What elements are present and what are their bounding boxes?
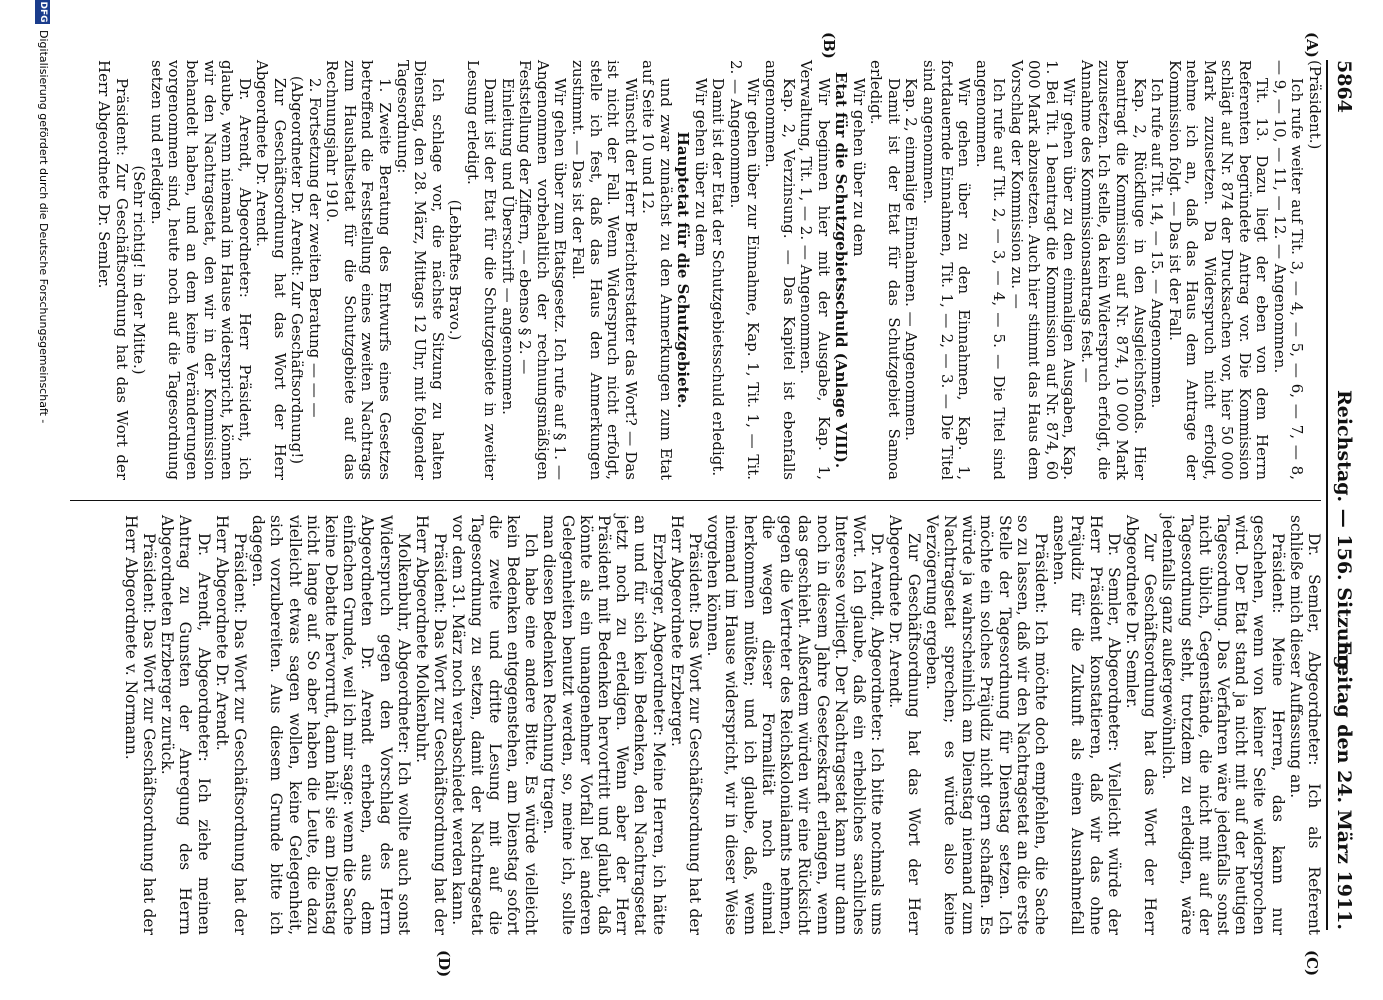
margin-mark-b: (B) (820, 32, 838, 59)
digitization-notice (20, 0, 50, 1000)
paragraph: Wir gehen über zu den Einnahmen, Kap. 1, fortdauernde Einnahmen, Tit. 1, — 2, — 3. — Die Titel sind angenommen. (919, 60, 974, 480)
right-column (122, 515, 1323, 935)
paragraph: Zur Geschäftsordnung hat das Wort der Herr Abgeordnete Dr. Arendt. (253, 60, 289, 480)
paragraph: Etat für die Schutzgebietsschuld (Anlage VIII). (832, 71, 851, 469)
paragraph: Kap. 2, einmalige Einnahmen. — Angenommen. (902, 78, 921, 441)
session-date: Freitag den 24. März 1911. (1333, 640, 1355, 930)
paragraph: Hauptetat für die Schutzgebiete. (674, 131, 693, 409)
paragraph: Ich rufe auf Tit. 2, — 3, — 4, — 5. — Die Titel sind angenommen. (972, 60, 1009, 480)
digitization-text: Digitalisierung gefördert durch die Deutsche Forschungsgemeinschaft - (37, 30, 50, 424)
paragraph: (Präsident.) (1306, 60, 1324, 150)
paragraph: 1. Zweite Beratung des Entwurfs eines Gesetzes betreffend die Feststellung eines zweiten Nachtrags zum Haushaltsetat für die Schutzgebiete auf das Rechnungsjahr 1910. (323, 60, 395, 480)
paragraph: Präsident: Das Wort zur Geschäftsordnung hat der Herr Abgeordnete Erzberger. (667, 515, 705, 935)
paragraph: Wünscht der Herr Berichterstatter das Wort? — Das ist nicht der Fall. Wenn Widerspruch nicht erfolgt, stelle ich fest, daß das Haus den Anmerkungen zustimmt. — Das ist der Fall. (569, 60, 640, 480)
paragraph: Wir gehen über zu den einmaligen Ausgaben, Kap. 1. Bei Tit. 1 beantragt die Kommission auf Nr. 874, 60 000 Mark abzusetzen. Auch hier stimmt das Haus dem Vorschlag der Kommission zu. — (1007, 60, 1079, 480)
paragraph: Damit ist der Etat für die Schutzgebiete in zweiter Lesung erledigt. (463, 60, 500, 480)
paragraph: Molkenbuhr, Abgeordneter: Ich wollte auch sonst Widerspruch gegen den Vorschlag des Herrn Abgeordneten Dr. Arendt erheben, aus dem einfachen Grunde, weil ich mir sage: wenn die Sache keine Debatte hervorruft, dann hält sie am Dienstag nicht lange auf. So aber haben die Leute, die dazu vielleicht etwas sagen wollen, keine Gelegenheit, sich vorzubereiten. Aus diesem Grunde bitte ich dagegen. (249, 515, 413, 935)
paragraph: Ich rufe weiter auf Tit. 3, — 4, — 5, — 6, — 7, — 8, — 9, — 10, — 11, — 12. — Angenommen. (1270, 60, 1307, 480)
header-rule (1326, 60, 1328, 930)
paragraph: Kap. 2, Verzinsung. — Das Kapitel ist ebenfalls angenommen. (762, 60, 798, 480)
paragraph: Dr. Semler, Abgeordneter: Vielleicht würde der Herr Präsident konstatieren, daß wir das ohne Präjudiz für die Zukunft als einen Ausnahmefall ansehen. (1050, 515, 1123, 935)
paragraph: Ich habe eine andere Bitte. Es würde vielleicht kein Bedenken entgegenstehen, am Dienstag sofort die zweite und dritte Lesung mit auf die Tagesordnung zu setzen, damit der Nachtragsetat vor dem 31. März noch verabschiedet werden kann. (449, 515, 541, 935)
paragraph: Ich schlage vor, die nächste Sitzung zu halten Dienstag, den 28. März, Mittags 12 Uhr, mit folgender Tagesordnung: (393, 60, 447, 480)
paragraph: (Sehr richtig! in der Mitte.) (130, 165, 149, 375)
running-title: Reichstag. — 156. Sitzung. (1333, 390, 1355, 676)
paragraph: Präsident: Das Wort zur Geschäftsordnung hat der Herr Abgeordnete Molkenbuhr. (413, 515, 450, 935)
paragraph: Präsident: Das Wort zur Geschäftsordnung hat der Herr Abgeordnete Dr. Arendt. (212, 515, 250, 935)
dfg-logo: DFG (35, 0, 50, 24)
paragraph: Dr. Arendt, Abgeordneter: Herr Präsident, ich glaube, wenn niemand im Hause widerspricht, können wir den Nachtragsetat, den wir in der Kommission behandelt haben, und an dem keine Veränderungen vorgenommen sind, heute noch auf die Tagesordnung setzen und erledigen. (147, 60, 254, 480)
paragraph: Ich rufe auf Tit. 14, — 15. — Angenommen. (1148, 78, 1167, 409)
paragraph: Zur Geschäftsordnung hat das Wort der Herr Abgeordnete Dr. Semler. (1122, 515, 1160, 935)
paragraph: Präsident: Ich möchte doch empfehlen, die Sache so zu lassen, daß wir den Nachtragsetat an die erste Stelle der Tagesordnung für Dienstag setzen. Ich möchte ein solches Präjudiz nicht gern schaffen. Es würde ja wahrscheinlich am Dienstag niemand zum Nachtragsetat sprechen; es würde also keine Verzögerung ergeben. (922, 515, 1050, 935)
paragraph: Erzberger, Abgeordneter: Meine Herren, ich hätte an und für sich kein Bedenken, den Nachtragsetat jetzt noch zu erledigen. Wenn aber der Herr Präsident mit Bedenken hervortritt und glaubt, daß könnte als ein unangenehmer Vorfall bei anderen Gelegenheiten benutzt werden, so, meine ich, sollte man diesen Bedenken Rechnung tragen. (540, 515, 668, 935)
paragraph: (Lebhaftes Bravo.) (446, 199, 465, 341)
paragraph: Damit ist der Etat für das Schutzgebiet Samoa erledigt. (867, 60, 903, 480)
paragraph: Einleitung und Überschrift — angenommen. (498, 78, 517, 415)
page-header (1323, 60, 1363, 930)
margin-mark-d: (D) (435, 950, 453, 978)
paragraph: Tit. 13. Dazu liegt der eben von dem Herrn Referenten begründete Antrag vor. Die Kommission schlägt auf Nr. 874 der Drucksachen vor, hier 50 000 Mark zuzusetzen. Da Widerspruch nicht erfolgt, nehme ich an, daß das Haus dem Antrage der Kommission folgt. — Das ist der Fall. (1165, 60, 1272, 480)
paragraph: Dr. Arendt, Abgeordneter: Ich ziehe meinen Antrag zu Gunsten der Anregung des Herrn Abgeordneten Erzberger zurück. (158, 515, 213, 935)
column-divider (70, 500, 1321, 501)
paragraph: Wir gehen über zu dem (691, 78, 710, 257)
paragraph: (Abgeordneter Dr. Arendt: Zur Geschäftsordnung!) (288, 75, 307, 465)
paragraph: Präsident: Zur Geschäftsordnung hat das Wort der Herr Abgeordnete Dr. Semler. (95, 60, 131, 480)
paragraph: Präsident: Das Wort zur Geschäftsordnung hat der Herr Abgeordnete v. Normann. (121, 515, 158, 935)
paragraph: Zur Geschäftsordnung hat das Wort der Herr Abgeordnete Dr. Arendt. (886, 515, 923, 935)
margin-mark-a: (A) (1303, 32, 1321, 58)
paragraph: Wir gehen über zu dem (849, 78, 868, 257)
paragraph: Wir gehen über zum Etatsgesetz. Ich rufe auf § 1. — Angenommen vorbehaltlich der rechnungsmäßigen Feststellung der Ziffern, — ebenso § 2. — (516, 60, 570, 480)
paragraph: und zwar zunächst zu den Anmerkungen zum Etat auf Seite 10 und 12. (639, 60, 675, 480)
paragraph: Wir gehen über zur Einnahme, Kap. 1, Tit. 1, — Tit. 2. — Angenommen. (726, 60, 763, 480)
left-column (95, 60, 1323, 480)
paragraph: Kap. 2, Rückfluge in den Ausgleichsfonds. Hier beantragt die Kommission auf Nr. 874, 10 000 Mark zuzusetzen. Ich stelle, da kein Widerspruch erfolgt, die Annahme des Kommissionsantrags fest. — (1077, 60, 1149, 481)
paragraph: Damit ist der Etat der Schutzgebietsschuld erledigt. (709, 78, 728, 477)
paragraph: Dr. Semler, Abgeordneter: Ich als Referent schließe mich dieser Auffassung an. (1286, 515, 1323, 935)
page-number: 5864 (1333, 60, 1355, 113)
paragraph: Wir beginnen hier mit der Ausgabe, Kap. 1, Verwaltung, Tit. 1, — 2. — Angenommen. (797, 60, 833, 480)
paragraph: Präsident: Meine Herren, das kann nur geschehen, wenn von keiner Seite widersprochen wird. Der Etat stand ja nicht mit auf der heutigen Tagesordnung. Das Verfahren wäre jedenfalls sonst nicht üblich, Gegenstände, die nicht mit auf der Tagesordnung steht, trotzdem zu erledigen, wäre jedenfalls ganz außergewöhnlich. (1159, 515, 1287, 935)
margin-mark-c: (C) (1303, 950, 1321, 977)
paragraph: Dr. Arendt, Abgeordneter: Ich bitte nochmals ums Wort. Ich glaube, daß ein erhebliches sachliches Interesse vorliegt. Der Nachtragsetat kann nur dann noch in diesem Jahre Gesetzeskraft erlangen, wenn das geschieht. Außerdem würden wir eine Rücksicht gegen die Vertreter des Reichskolonialamts nehmen, die wegen dieser Formalität noch einmal herkommen müßten; und ich glaube, daß, wenn niemand im Hause widerspricht, wir in dieser Weise vorgehen können. (704, 515, 887, 935)
paragraph: 2. Fortsetzung der zweiten Beratung — — — (305, 78, 324, 418)
